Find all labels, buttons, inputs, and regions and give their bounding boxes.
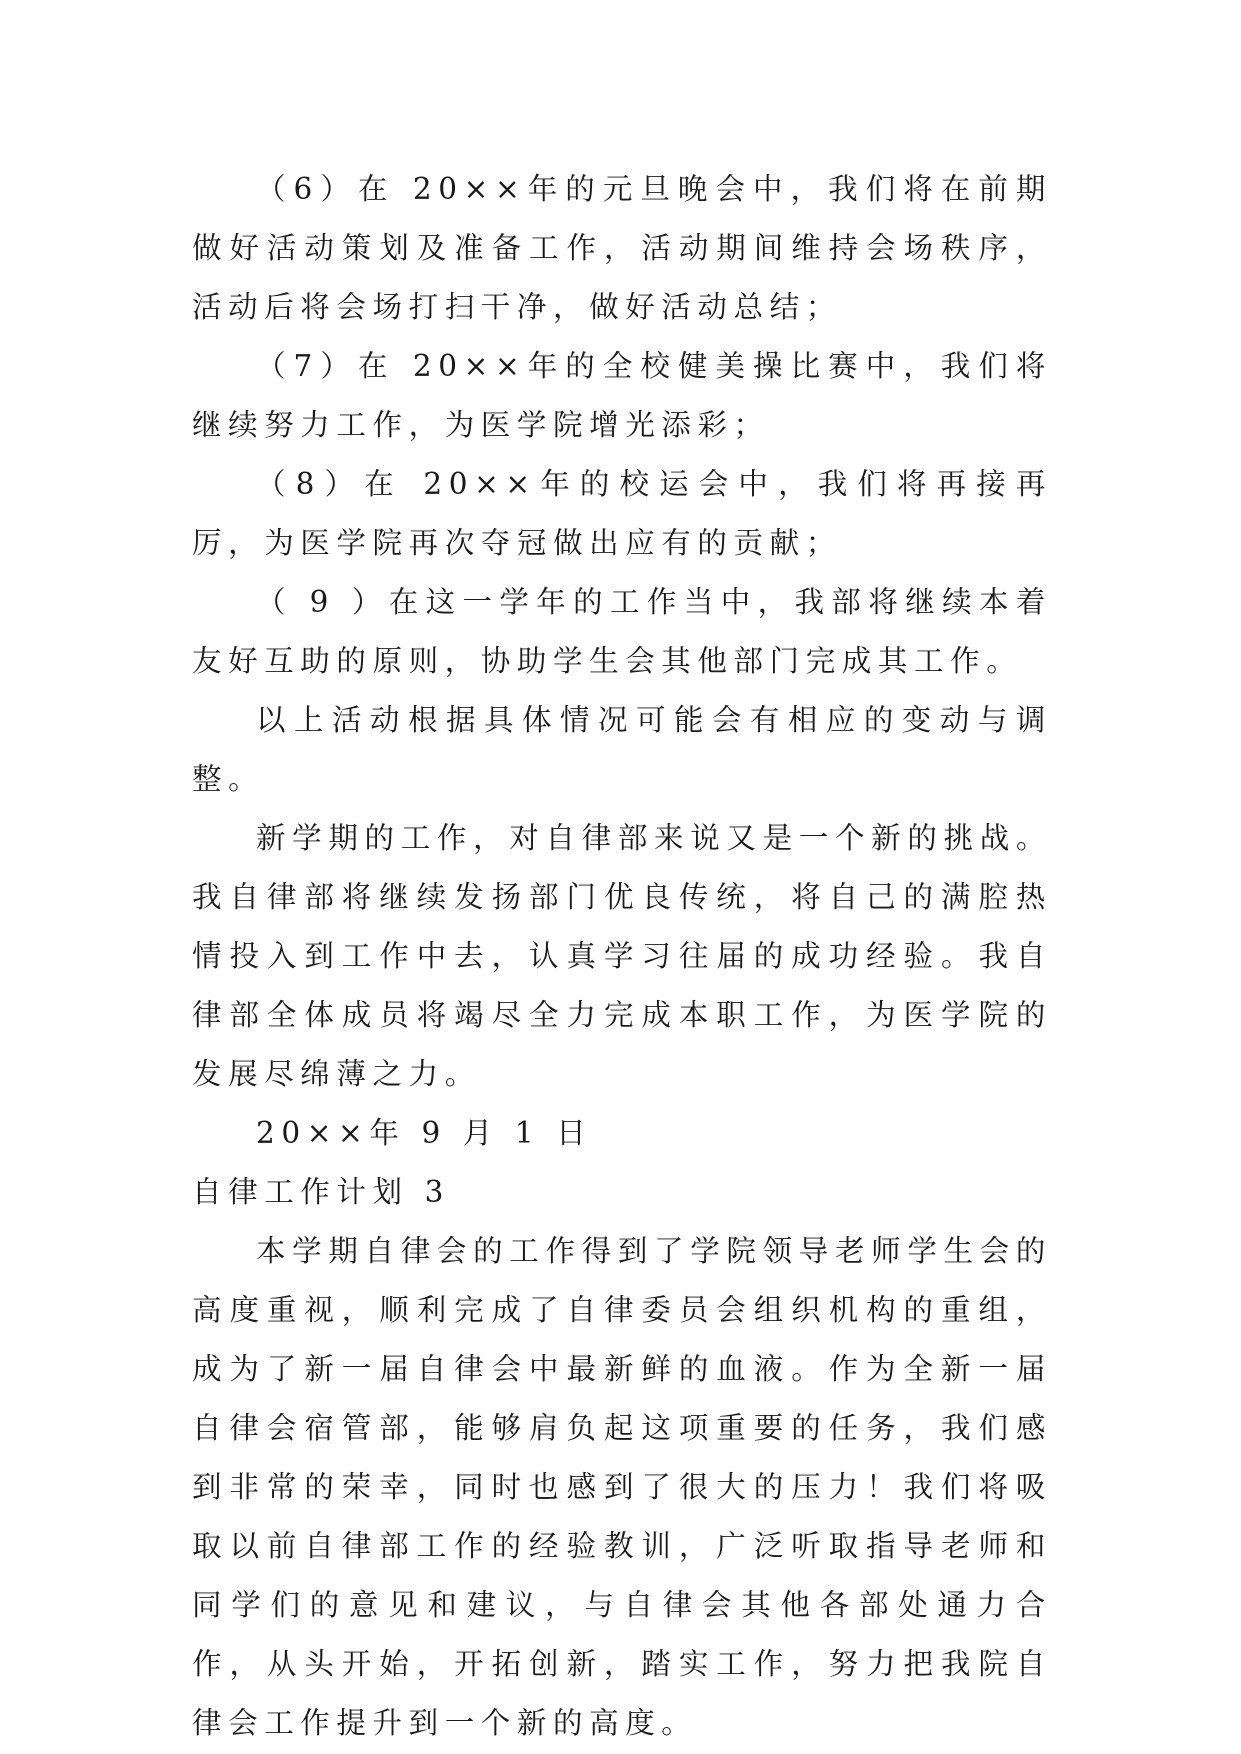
paragraph-item-6: （6）在 20××年的元旦晚会中，我们将在前期做好活动策划及准备工作，活动期间维持会场秩序，活动后将会场打扫干净，做好活动总结； xyxy=(192,172,1052,324)
paragraph-conclusion: 新学期的工作，对自律部来说又是一个新的挑战。我自律部将继续发扬部门优良传统，将自己的满腔热情投入到工作中去，认真学习往届的成功经验。我自律部全体成员将竭尽全力完成本职工作，为医学院的发展尽绵薄之力。 xyxy=(192,821,1052,1091)
paragraph-item-7: （7）在 20××年的全校健美操比赛中，我们将继续努力工作，为医学院增光添彩； xyxy=(192,349,1052,442)
section-heading: 自律工作计划 3 xyxy=(192,1175,450,1209)
paragraph-item-8: （8）在 20××年的校运会中，我们将再接再厉，为医学院再次夺冠做出应有的贡献； xyxy=(192,467,1052,560)
document-date: 20××年 9 月 1 日 xyxy=(256,1116,593,1150)
paragraph-item-9: （ 9 ）在这一学年的工作当中，我部将继续本着友好互助的原则，协助学生会其他部门完成其工作。 xyxy=(192,585,1052,678)
paragraph-note: 以上活动根据具体情况可能会有相应的变动与调整。 xyxy=(192,703,1052,796)
document-body xyxy=(192,160,1052,1753)
section-paragraph: 本学期自律会的工作得到了学院领导老师学生会的高度重视，顺利完成了自律委员会组织机构的重组，成为了新一届自律会中最新鲜的血液。作为全新一届自律会宿管部，能够肩负起这项重要的任务，我们感到非常的荣幸，同时也感到了很大的压力！我们将吸取以前自律部工作的经验教训，广泛听取指导老师和同学们的意见和建议，与自律会其他各部处通力合作，从头开始，开拓创新，踏实工作，努力把我院自律会工作提升到一个新的高度。 xyxy=(192,1234,1052,1740)
